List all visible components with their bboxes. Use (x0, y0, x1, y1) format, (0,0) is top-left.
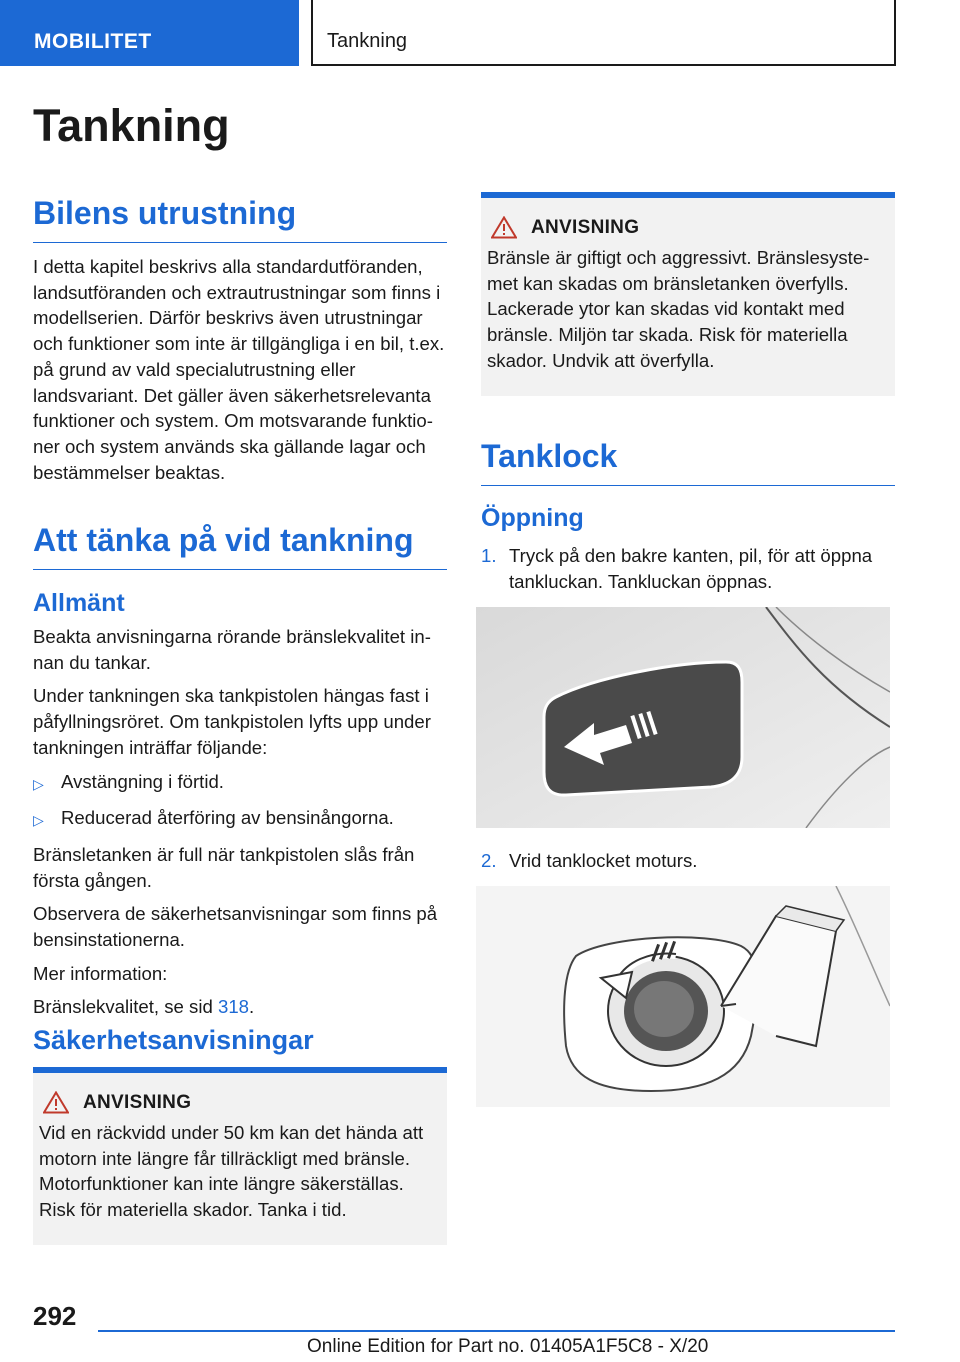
step-number: 2. (481, 850, 497, 871)
heading-oppning: Öppning (481, 504, 584, 532)
step-text: Vrid tanklocket moturs. (509, 850, 698, 871)
warning-header (487, 216, 889, 239)
bullet-triangle-icon: ▷ (33, 812, 44, 829)
page-ref-link[interactable]: 318 (217, 996, 250, 1018)
list-item (33, 805, 447, 834)
warning-box-right (481, 192, 895, 396)
allmant-paragraph-2: Under tankningen ska tankpistolen hängas fast i påfyllningsröret. Om tankpistolen lyfts upp under tankningen inträffar följande: (33, 685, 431, 758)
chapter-label: Tankning (327, 30, 408, 52)
warning-triangle-icon (491, 216, 517, 239)
chapter-tab[interactable] (311, 0, 896, 66)
figure-fuel-cap (476, 886, 890, 1107)
list-item (33, 769, 447, 798)
warning-header (39, 1091, 441, 1114)
allmant-paragraph-3: Bränsletanken är full när tankpistolen slås från första gången. (33, 843, 415, 891)
list-item-text: Reducerad återföring av bensinångorna. (61, 807, 394, 829)
allmant-paragraph-1: Beakta anvisningarna rörande bränslekvalitet in-nan du tankar. (33, 626, 431, 673)
heading-sakerhetsanvisningar: Säkerhetsanvisningar (33, 1025, 314, 1055)
allmant-body (33, 624, 447, 1028)
warning-title: ANVISNING (531, 216, 640, 238)
bilens-text: I detta kapitel beskrivs alla standardutföranden, landsutföranden och extrautrustningar som finns i modellserien. Därför beskrivs även utrustningar och funktioner som inte är tillgängliga i en bil, t.ex. på grund av vald specialutrustning eller landsvariant. Det gäller även säkerhetsrelevanta funktioner och system. Om motsvarande funktio-ner och system används ska gällande lagar och bestämmelser beaktas. (33, 256, 445, 483)
section-tab[interactable] (0, 0, 299, 66)
page-title: Tankning (33, 100, 230, 151)
figure-fuel-flap (476, 607, 890, 828)
section-label: MOBILITET (34, 30, 152, 53)
allmant-paragraph-4: Observera de säkerhetsanvisningar som finns på bensinstationerna. (33, 903, 438, 951)
warning-box-left (33, 1067, 447, 1245)
step-1 (481, 543, 895, 594)
warning-title: ANVISNING (83, 1091, 192, 1113)
fuel-flap-illustration (476, 607, 890, 828)
allmant-paragraph-6 (33, 994, 447, 1020)
heading-allmant: Allmänt (33, 589, 125, 617)
bullet-triangle-icon: ▷ (33, 775, 44, 792)
heading-bilens-utrustning: Bilens utrustning (33, 195, 447, 243)
heading-att-tanka: Att tänka på vid tankning (33, 522, 447, 570)
step-text: Tryck på den bakre kanten, pil, för att öppna tankluckan. Tankluckan öppnas. (509, 545, 873, 592)
ref-suffix: . (249, 996, 255, 1018)
footer-edition: Online Edition for Part no. 01405A1F5C8 - X/20 (307, 1336, 709, 1357)
step-2 (481, 848, 895, 874)
allmant-paragraph-5: Mer information: (33, 962, 168, 984)
warning-triangle-icon (43, 1091, 69, 1114)
warning-text: Vid en räckvidd under 50 km kan det hända att motorn inte längre får tillräckligt med bränsle. Motorfunktioner kan inte längre säkerställas. Risk för materiella skador. Tanka i tid. (39, 1122, 424, 1221)
warning-text: Bränsle är giftigt och aggressivt. Bränslesyste-met kan skadas om bränsletanken överfylls. Lackerade ytor kan skadas vid kontakt med bränsle. Miljön tar skada. Risk för materiella skador. Undvik att överfylla. (487, 247, 870, 371)
step-number: 1. (481, 545, 497, 566)
footer-divider (98, 1330, 895, 1332)
fuel-cap-illustration (476, 886, 890, 1107)
page-number: 292 (33, 1301, 77, 1331)
ref-prefix: Bränslekvalitet, se sid (33, 996, 218, 1018)
list-item-text: Avstängning i förtid. (61, 770, 224, 792)
heading-tanklock: Tanklock (481, 438, 895, 486)
